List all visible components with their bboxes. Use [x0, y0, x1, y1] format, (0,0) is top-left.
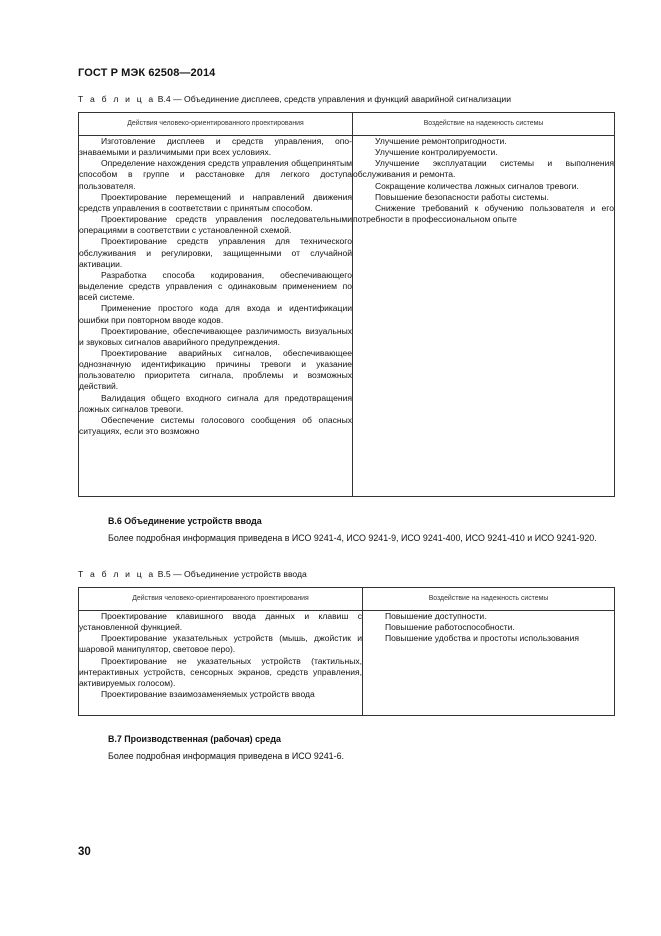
table-b4-impact-item: Улучшение ремонтопригодности.	[375, 136, 507, 146]
table-b5-action-item: Проектирование взаимозаменяемых устройств ввода	[101, 689, 315, 700]
table-b4-action-item: Проектирование средств управления последовательными операциями в соответствии с установленной схемой.	[79, 214, 352, 236]
table-b4-action-item: Проектирование средств управления для технического обслуживания и регулировки, защищенными от случайной активации.	[79, 236, 352, 269]
table-b4-action-item: Проектирование, обеспечивающее различимость визуальных и звуковых сигналов аварийного предупреждения.	[79, 325, 352, 347]
table-b4-action-item: Применение простого кода для входа и идентификации ошибки при повторном вводе кодов.	[79, 303, 352, 325]
table-b5-body-row	[79, 611, 615, 716]
table-b4-impact-item: Улучшение контролируемости.	[375, 147, 498, 158]
table-b4-caption-text: В.4 — Объединение дисплеев, средств управления и функций аварийной сигнализации	[155, 94, 512, 104]
table-b5-caption-text: В.5 — Объединение устройств ввода	[155, 569, 307, 579]
table-b5-caption-prefix: Т а б л и ц а	[78, 569, 156, 579]
section-b7-text: Более подробная информация приведена в ИСО 9241-6.	[108, 751, 344, 761]
table-b4-action-item: Разработка способа кодирования, обеспечивающего выделение средств управления с одинаковым применением по всей системе.	[79, 269, 352, 303]
table-b4-action-item: Проектирование аварийных сигналов, обеспечивающее однозначную идентификацию причины тревоги и указание пользователю приоритета сигнала, проблемы и возможных действий.	[79, 347, 352, 392]
table-b5-header-row	[79, 588, 615, 611]
table-b4-body-row	[79, 136, 615, 497]
page-number: 30	[78, 846, 91, 858]
table-b5-header-impact: Воздействие на надежность системы	[363, 588, 615, 611]
table-b4-impact-item: Снижение требований к обучению пользователя и его потребности в профессиональном опыте	[353, 202, 614, 225]
section-b6-title: В.6 Объединение устройств ввода	[108, 516, 262, 526]
table-b5-header-actions: Действия человеко-ориентированного проектирования	[79, 588, 363, 611]
table-b4-caption-prefix: Т а б л и ц а	[78, 94, 156, 104]
table-b4-action-item: Изготовление дисплеев и средств управления, опознаваемыми и различимыми при всех условиях.	[79, 136, 352, 158]
table-b5	[78, 587, 615, 716]
table-b4	[78, 112, 615, 497]
table-b5-actions-cell	[79, 611, 363, 716]
section-b7-title: В.7 Производственная (рабочая) среда	[108, 734, 281, 744]
table-b4-action-item: Проектирование перемещений и направлений движения средств управления в соответствии с принятым способом.	[79, 191, 352, 213]
table-b4-action-item: Обеспечение системы голосового сообщения об опасных ситуациях, если это возможно	[79, 414, 352, 437]
table-b4-impact-cell	[353, 136, 615, 497]
table-b4-actions-cell	[79, 136, 353, 497]
table-b5-impact-item: Повышение доступности.	[385, 611, 487, 621]
table-b4-header-row	[79, 113, 615, 136]
table-b4-action-item: Валидация общего входного сигнала для предотвращения ложных сигналов тревоги.	[79, 392, 352, 414]
table-b5-action-item: Проектирование указательных устройств (мышь, джойстик и шаровой манипулятор, световое перо).	[79, 633, 362, 655]
table-b5-action-item: Проектирование клавишного ввода данных и клавиш с установленной функцией.	[79, 611, 362, 633]
table-b5-impact-item: Повышение работоспособности.	[385, 622, 515, 633]
table-b4-caption	[78, 94, 511, 104]
table-b4-action-item: Определение нахождения средств управления общепринятым способом в группе и расстановке для легкого доступа пользователя.	[79, 158, 352, 191]
table-b5-impact-item: Повышение удобства и простоты использования	[385, 633, 580, 644]
table-b5-impact-cell	[363, 611, 615, 716]
table-b5-action-item: Проектирование не указательных устройств (тактильных, интерактивных устройств, сенсорных экранов, средств управления, активируемых голосом).	[79, 655, 362, 688]
section-b6-text: Более подробная информация приведена в ИСО 9241-4, ИСО 9241-9, ИСО 9241-400, ИСО 9241-410 и ИСО 9241-920.	[108, 533, 597, 543]
table-b5-caption	[78, 569, 307, 579]
table-b4-header-impact: Воздействие на надежность системы	[353, 113, 615, 136]
document-header: ГОСТ Р МЭК 62508—2014	[78, 67, 216, 79]
table-b4-impact-item: Улучшение эксплуатации системы и выполнения обслуживания и ремонта.	[353, 158, 614, 180]
table-b4-header-actions: Действия человеко-ориентированного проектирования	[79, 113, 353, 136]
table-b4-impact-item: Повышение безопасности работы системы.	[375, 191, 549, 202]
table-b4-impact-item: Сокращение количества ложных сигналов тревоги.	[375, 180, 579, 191]
